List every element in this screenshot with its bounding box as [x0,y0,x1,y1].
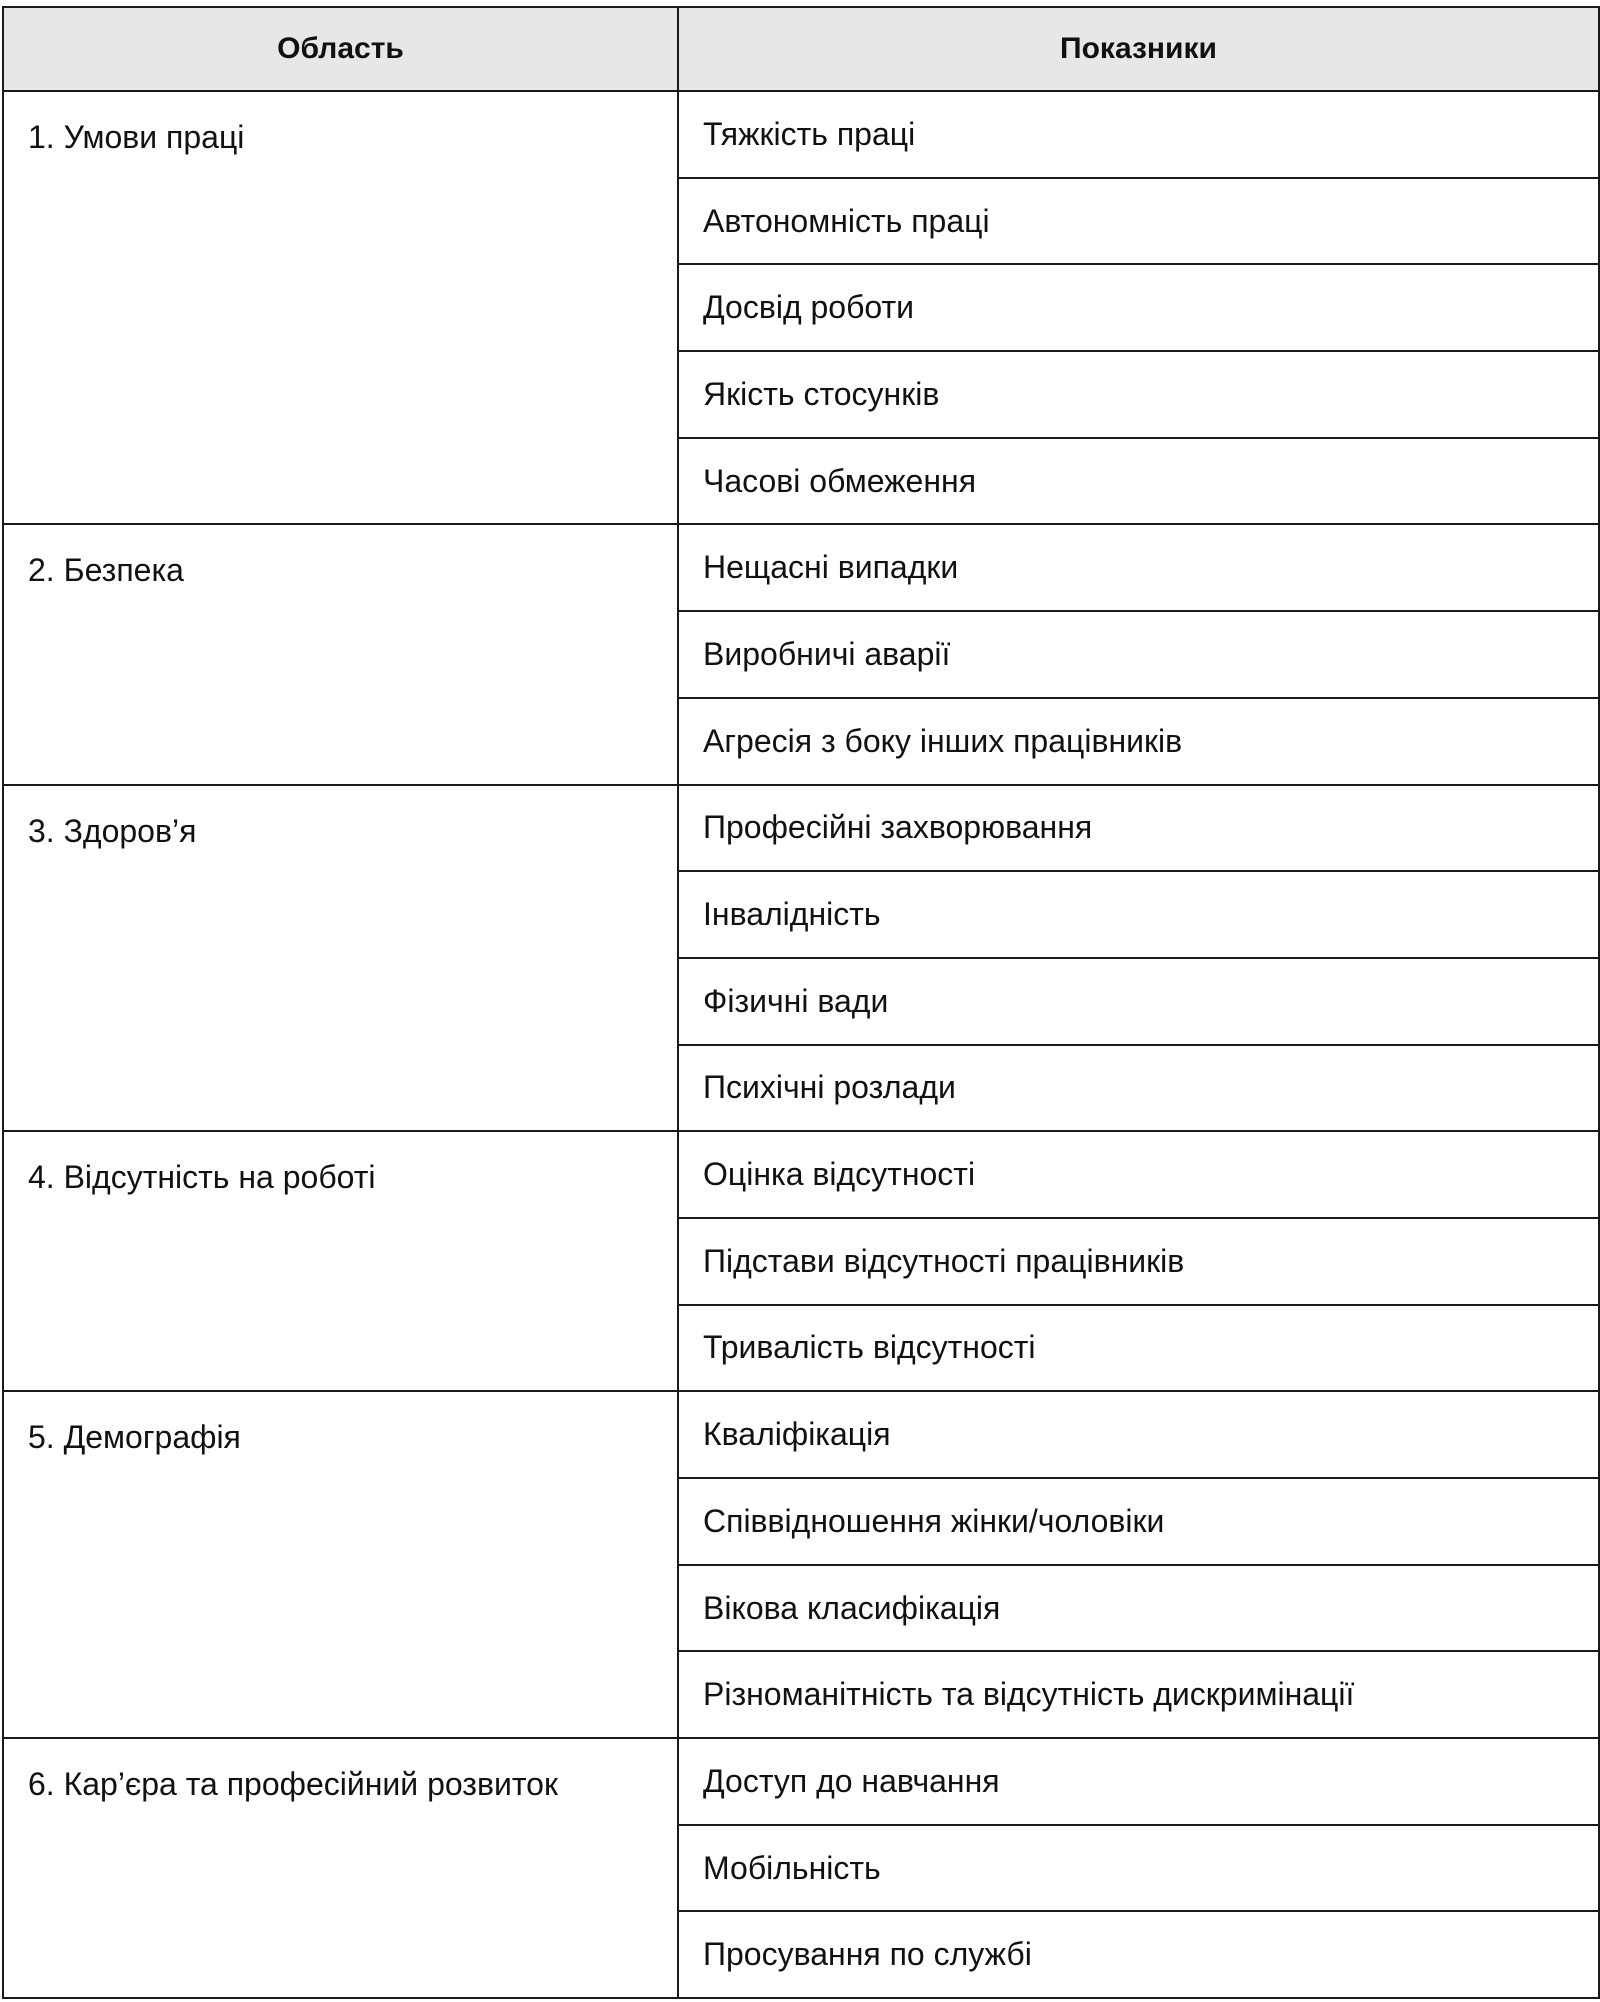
indicator-cell: Тривалість відсутності [678,1305,1599,1392]
table-row [3,524,1599,611]
area-cell: 3. Здоров’я [3,785,678,1132]
indicator-cell: Нещасні випадки [678,524,1599,611]
indicator-cell: Автономність праці [678,178,1599,265]
indicator-cell: Кваліфікація [678,1391,1599,1478]
indicator-cell: Співвідношення жінки/чоловіки [678,1478,1599,1565]
indicators-table [2,6,1600,1999]
table-row [3,91,1599,178]
indicator-cell: Інвалідність [678,871,1599,958]
indicator-cell: Психічні розлади [678,1045,1599,1132]
header-indicators: Показники [678,7,1599,91]
indicator-cell: Виробничі аварії [678,611,1599,698]
area-cell: 6. Кар’єра та професійний розвиток [3,1738,678,1998]
area-cell: 2. Безпека [3,524,678,784]
indicator-cell: Якість стосунків [678,351,1599,438]
indicator-cell: Просування по службі [678,1911,1599,1998]
indicator-cell: Оцінка відсутності [678,1131,1599,1218]
table-row [3,1391,1599,1478]
indicator-cell: Вікова класифікація [678,1565,1599,1652]
area-cell: 1. Умови праці [3,91,678,524]
indicator-cell: Різноманітність та відсутність дискримінації [678,1651,1599,1738]
indicator-cell: Професійні захворювання [678,785,1599,872]
indicator-cell: Агресія з боку інших працівників [678,698,1599,785]
table-row [3,1738,1599,1825]
indicator-cell: Тяжкість праці [678,91,1599,178]
indicator-cell: Досвід роботи [678,264,1599,351]
table-body [3,91,1599,1998]
area-cell: 5. Демографія [3,1391,678,1738]
indicator-cell: Мобільність [678,1825,1599,1912]
header-row [3,7,1599,91]
table-row [3,1131,1599,1218]
area-cell: 4. Відсутність на роботі [3,1131,678,1391]
header-area: Область [3,7,678,91]
indicator-cell: Підстави відсутності працівників [678,1218,1599,1305]
indicator-cell: Фізичні вади [678,958,1599,1045]
table-header [3,7,1599,91]
indicator-cell: Часові обмеження [678,438,1599,525]
indicator-cell: Доступ до навчання [678,1738,1599,1825]
table-row [3,785,1599,872]
